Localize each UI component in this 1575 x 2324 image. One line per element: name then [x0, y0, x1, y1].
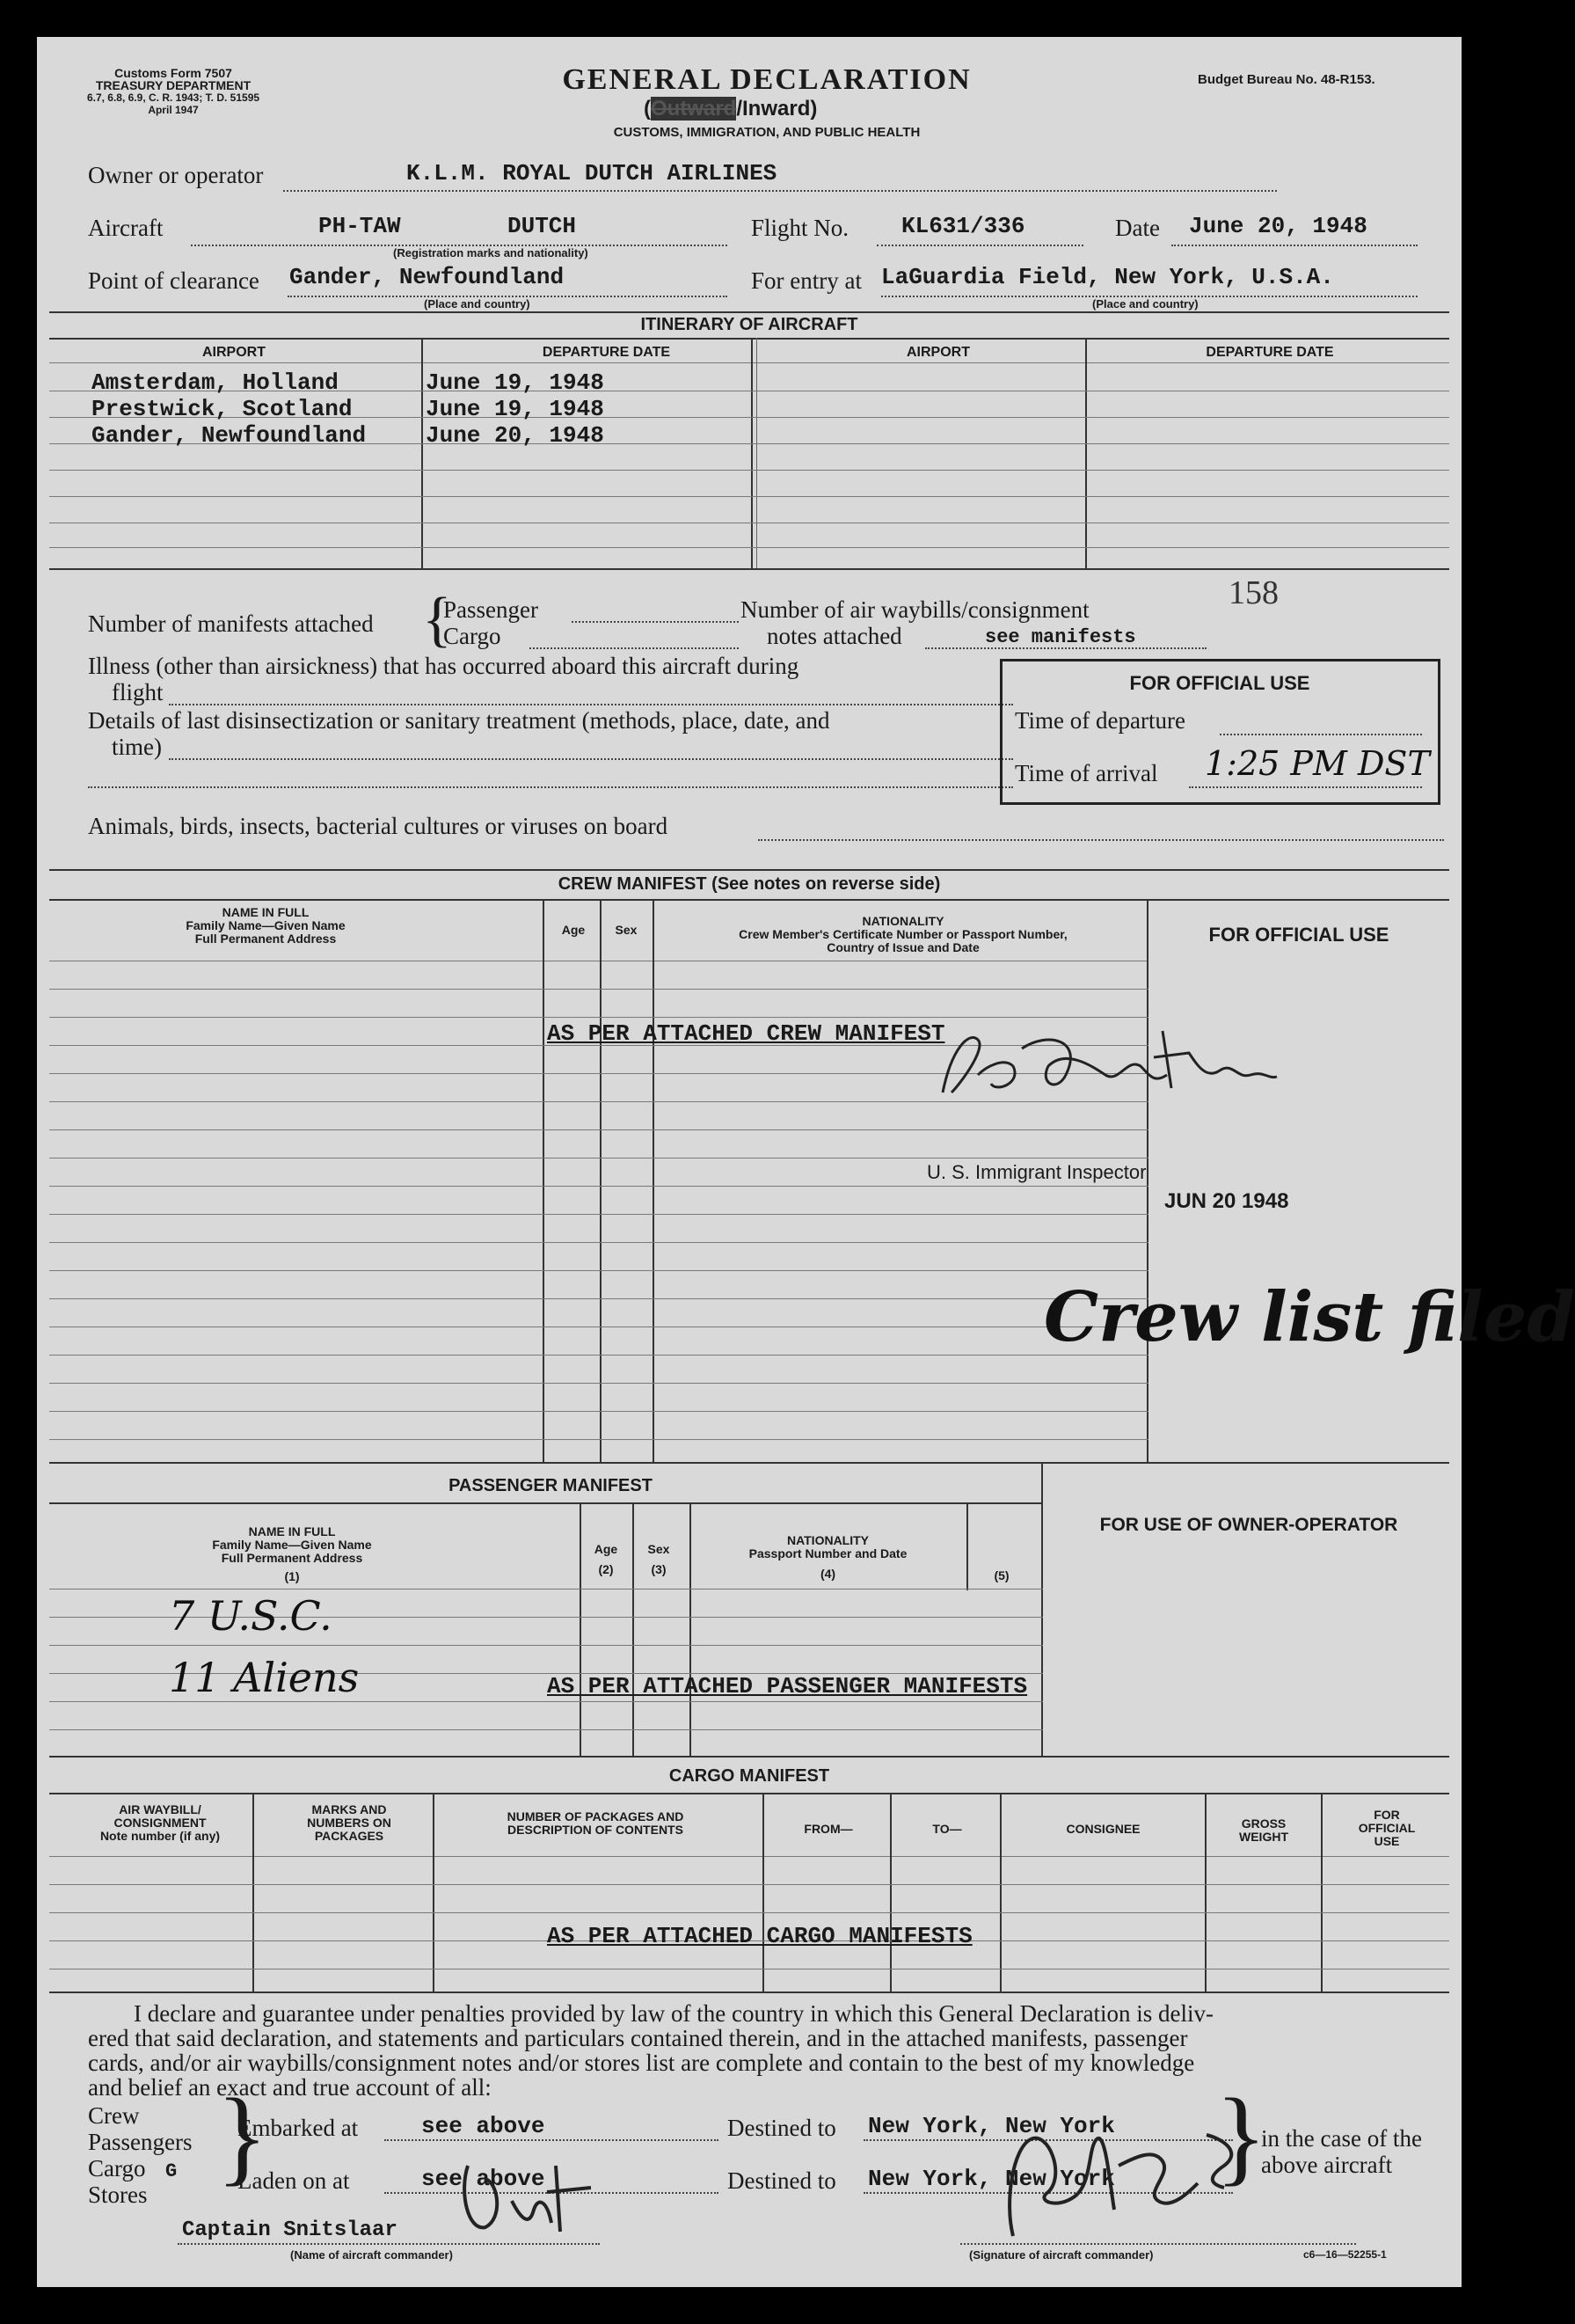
waybill-label-2: notes attached: [767, 623, 902, 649]
cargo-c2-l1: MARKS AND: [311, 1802, 387, 1816]
clearance-value: Gander, Newfoundland: [289, 264, 565, 290]
illness-label-2: flight: [112, 679, 164, 705]
passenger-nationality-header: [689, 1534, 966, 1581]
in-case-line-2: above aircraft: [1261, 2152, 1393, 2178]
crew-official-use: FOR OFFICIAL USE: [1208, 924, 1389, 946]
form-title: GENERAL DECLARATION: [562, 63, 972, 96]
passenger-sex-header: [628, 1543, 689, 1576]
arrival-time-handwritten: 1:25 PM DST: [1205, 744, 1430, 783]
itinerary-title: ITINERARY OF AIRCRAFT: [640, 315, 858, 334]
owner-label: Owner or operator: [88, 162, 264, 188]
commander-signature-note: (Signature of aircraft commander): [969, 2248, 1154, 2262]
regulation-refs: 6.7, 6.8, 6.9, C. R. 1943; T. D. 51595: [86, 91, 260, 104]
cargo-col-waybill: [72, 1803, 248, 1843]
subtitle-inward: /Inward): [736, 97, 818, 121]
inspector-date-stamp: JUN 20 1948: [1164, 1189, 1289, 1213]
destined-value-2: New York, New York: [868, 2166, 1115, 2192]
decl-brace: }: [216, 2077, 268, 2196]
waybill-label-1: Number of air waybills/consignment: [740, 596, 1090, 623]
crew-attached-note: AS PER ATTACHED CREW MANIFEST: [547, 1020, 945, 1047]
pass-name-h2: Family Name—Given Name: [212, 1538, 372, 1552]
pass-col5-num: (5): [994, 1568, 1010, 1582]
decl-cargo: Cargo: [88, 2155, 146, 2181]
aircraft-registration: PH-TAW: [318, 213, 401, 239]
aircraft-note: (Registration marks and nationality): [393, 246, 588, 259]
declaration-line-2: ered that said declaration, and statements and particulars contained therein, and in the attached manifests, passenger: [88, 2025, 1188, 2051]
cargo-manifest-title: CARGO MANIFEST: [668, 1766, 830, 1786]
cargo-c1-l3: Note number (if any): [99, 1829, 221, 1843]
print-code: c6—16—52255-1: [1303, 2248, 1387, 2261]
laden-value: see above: [421, 2166, 545, 2192]
destined-label-2: Destined to: [727, 2167, 836, 2194]
arrival-time-label: Time of arrival: [1015, 760, 1158, 786]
cargo-c7-l2: WEIGHT: [1239, 1830, 1288, 1844]
illness-label-1: Illness (other than airsickness) that has occurred aboard this aircraft during: [88, 653, 799, 679]
declaration-line-4: and belief an exact and true account of all:: [88, 2074, 492, 2101]
aircraft-nationality: DUTCH: [507, 213, 577, 239]
manifest-count-handwritten: 158: [1229, 574, 1279, 611]
form-subheading: CUSTOMS, IMMIGRATION, AND PUBLIC HEALTH: [613, 125, 921, 140]
itinerary-departure-header-2: DEPARTURE DATE: [1206, 345, 1334, 360]
cargo-col-from: FROM—: [804, 1822, 853, 1836]
cargo-c3-l2: DESCRIPTION OF CONTENTS: [507, 1823, 683, 1837]
form-number: Customs Form 7507: [114, 66, 232, 80]
embarked-value: see above: [421, 2113, 545, 2139]
inspector-signature: [916, 1013, 1356, 1119]
pass-col4-num: (4): [820, 1567, 836, 1581]
aircraft-label: Aircraft: [88, 215, 164, 241]
itinerary-airport-1: Amsterdam, Holland: [91, 369, 339, 396]
departure-time-label: Time of departure: [1015, 707, 1185, 734]
itinerary-airport-header-2: AIRPORT: [907, 345, 970, 360]
disinsect-label-1: Details of last disinsectization or sanitary treatment (methods, place, date, and: [88, 707, 830, 734]
cargo-col-to: TO—: [932, 1822, 962, 1836]
destined-brace: }: [1215, 2077, 1267, 2196]
manifests-label: Number of manifests attached: [88, 610, 374, 637]
cargo-col-packages: [441, 1810, 749, 1837]
itinerary-airport-3: Gander, Newfoundland: [91, 422, 367, 449]
clearance-note: (Place and country): [424, 297, 530, 311]
crew-age-header: Age: [561, 923, 586, 937]
cargo-col-consignee: CONSIGNEE: [1066, 1822, 1141, 1836]
passenger-hand-2: 11 Aliens: [169, 1654, 360, 1701]
decl-passengers: Passengers: [88, 2129, 193, 2155]
flight-label: Flight No.: [751, 215, 849, 241]
declaration-line-1: I declare and guarantee under penalties provided by law of the country in which this General Declaration is deliv-: [134, 2000, 1214, 2027]
itinerary-date-3: June 20, 1948: [426, 422, 604, 449]
owner-operator-use: FOR USE OF OWNER-OPERATOR: [1099, 1515, 1398, 1535]
crew-name-header: [134, 906, 397, 946]
decl-crew: Crew: [88, 2102, 140, 2129]
decl-stores: Stores: [88, 2181, 148, 2208]
crew-list-filed-note: Crew list filed: [1044, 1277, 1575, 1357]
budget-bureau: Budget Bureau No. 48-R153.: [1198, 72, 1375, 87]
cargo-col-weight: [1207, 1817, 1321, 1844]
entry-value: LaGuardia Field, New York, U.S.A.: [881, 264, 1334, 290]
form-identifier: [85, 67, 261, 116]
clearance-label: Point of clearance: [88, 267, 259, 294]
pass-nat-h2: Passport Number and Date: [748, 1546, 908, 1560]
date-label: Date: [1115, 215, 1160, 241]
official-use-title: FOR OFFICIAL USE: [1129, 672, 1310, 694]
waybill-value: see manifests: [985, 626, 1136, 648]
itinerary-departure-header-1: DEPARTURE DATE: [542, 345, 671, 360]
destined-label-1: Destined to: [727, 2115, 836, 2141]
embarked-label: Embarked at: [237, 2115, 359, 2141]
commander-name: Captain Snitslaar: [182, 2218, 397, 2242]
crew-sex-header: Sex: [615, 923, 638, 937]
cargo-attached-note: AS PER ATTACHED CARGO MANIFESTS: [547, 1923, 973, 1949]
declaration-form: [37, 37, 1575, 2287]
cargo-c1-l2: CONSIGNMENT: [113, 1816, 207, 1830]
pass-col1-num: (1): [284, 1569, 300, 1583]
inspector-label: U. S. Immigrant Inspector: [927, 1161, 1147, 1183]
pass-age-h: Age: [594, 1542, 618, 1556]
pass-col2-num: (2): [598, 1562, 614, 1576]
flight-number: KL631/336: [901, 213, 1025, 239]
crew-nat-h2: Crew Member's Certificate Number or Passport Number,: [739, 927, 1068, 941]
entry-label: For entry at: [751, 267, 862, 294]
form-date: April 1947: [148, 104, 199, 116]
pass-sex-h: Sex: [647, 1542, 670, 1556]
pass-name-h3: Full Permanent Address: [221, 1551, 363, 1565]
cargo-c8-l3: USE: [1374, 1834, 1400, 1848]
crew-name-h3: Full Permanent Address: [194, 932, 337, 946]
manifest-passenger-label: Passenger: [443, 596, 538, 623]
declaration-line-3: cards, and/or air waybills/consignment notes and/or stores list are complete and contain to the best of my knowledge: [88, 2050, 1195, 2076]
commander-name-note: (Name of aircraft commander): [290, 2248, 453, 2262]
pass-col3-num: (3): [651, 1562, 667, 1576]
animals-label: Animals, birds, insects, bacterial cultures or viruses on board: [88, 813, 668, 839]
decl-cargo-mark: G: [165, 2160, 178, 2182]
crew-name-h2: Family Name—Given Name: [186, 918, 346, 932]
passenger-manifest-title: PASSENGER MANIFEST: [448, 1476, 653, 1495]
crew-nat-h1: NATIONALITY: [862, 914, 944, 928]
commander-signature: [987, 2113, 1277, 2245]
form-subtitle: (Outward/Inward): [644, 97, 818, 121]
cargo-c2-l3: PACKAGES: [314, 1829, 384, 1843]
cargo-c1-l1: AIR WAYBILL/: [119, 1802, 201, 1816]
entry-note: (Place and country): [1092, 297, 1199, 311]
passenger-hand-1: 7 U.S.C.: [169, 1592, 332, 1640]
department: TREASURY DEPARTMENT: [95, 78, 252, 92]
itinerary-date-2: June 19, 1948: [426, 396, 604, 422]
crew-nat-h3: Country of Issue and Date: [827, 940, 980, 954]
cargo-c2-l2: NUMBERS ON: [307, 1816, 391, 1830]
destined-value-1: New York, New York: [868, 2113, 1115, 2139]
cargo-c8-l2: OFFICIAL: [1358, 1821, 1416, 1835]
pass-nat-h1: NATIONALITY: [786, 1533, 870, 1547]
owner-value: K.L.M. ROYAL DUTCH AIRLINES: [406, 160, 777, 186]
laden-label: Laden on at: [237, 2167, 350, 2194]
date-value: June 20, 1948: [1189, 213, 1367, 239]
crew-manifest-title: CREW MANIFEST (See notes on reverse side): [558, 874, 941, 894]
cargo-col-official: [1321, 1809, 1453, 1848]
cargo-c8-l1: FOR: [1374, 1808, 1400, 1822]
manifest-cargo-label: Cargo: [443, 623, 501, 649]
in-case-line-1: in the case of the: [1261, 2125, 1422, 2152]
itinerary-date-1: June 19, 1948: [426, 369, 604, 396]
commander-initials: [450, 2148, 609, 2245]
itinerary-airport-header-1: AIRPORT: [202, 345, 266, 360]
pass-name-h1: NAME IN FULL: [248, 1524, 336, 1538]
manifests-brace: {: [422, 586, 452, 654]
disinsect-label-2: time): [112, 734, 162, 760]
cargo-c3-l1: NUMBER OF PACKAGES AND: [507, 1809, 684, 1823]
crew-name-h1: NAME IN FULL: [222, 905, 310, 919]
struck-outward: Outward: [651, 97, 737, 121]
passenger-name-header: [169, 1525, 415, 1583]
itinerary-airport-2: Prestwick, Scotland: [91, 396, 353, 422]
passenger-attached-note: AS PER ATTACHED PASSENGER MANIFESTS: [547, 1673, 1028, 1699]
cargo-c7-l1: GROSS: [1241, 1816, 1287, 1831]
crew-nationality-header: [653, 915, 1154, 954]
cargo-col-marks: [257, 1803, 441, 1843]
